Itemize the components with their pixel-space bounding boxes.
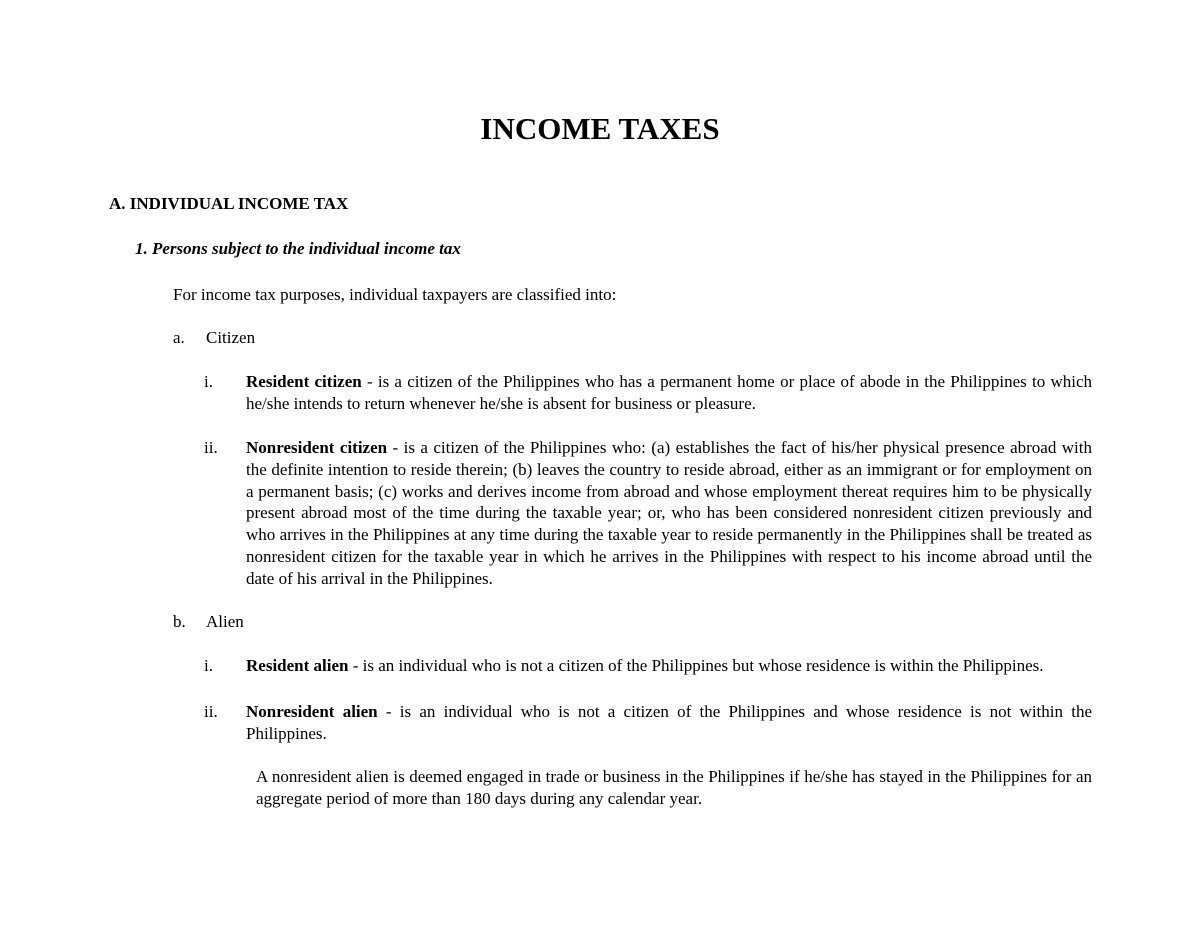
- list-item-resident-alien: [246, 655, 1092, 677]
- term-resident-citizen: Resident citizen: [246, 372, 362, 391]
- definition-text: - is a citizen of the Philippines who: (a) establishes the fact of his/her physical presence abroad with the definite intention to reside therein; (b) leaves the country to reside abroad, either as an immigrant or for employment on a permanent basis; (c) works and derives income from abroad and whose employment thereat requires him to be physically present abroad most of the time during the taxable year; or, who has been considered nonresident citizen previously and who arrives in the Philippines at any time during the taxable year to reside permanently in the Philippines shall be treated as nonresident citizen for the taxable year in which he arrives in the Philippines with respect to his income abroad until the date of his arrival in the Philippines.: [246, 438, 1092, 588]
- category-label-citizen: Citizen: [206, 328, 256, 347]
- category-label-alien: Alien: [206, 612, 244, 631]
- definition-text: - is an individual who is not a citizen of the Philippines and whose residence is not within the Philippines.: [246, 702, 1092, 743]
- section-heading: A. INDIVIDUAL INCOME TAX: [109, 194, 349, 213]
- term-nonresident-alien: Nonresident alien: [246, 702, 378, 721]
- category-marker: a.: [173, 328, 185, 347]
- intro-paragraph: For income tax purposes, individual taxpayers are classified into:: [173, 285, 617, 304]
- list-item-nonresident-alien: [246, 701, 1092, 745]
- list-item-resident-citizen: [246, 371, 1092, 415]
- category-marker: b.: [173, 612, 186, 631]
- item-marker: ii.: [204, 702, 218, 721]
- subsection-heading: 1. Persons subject to the individual income tax: [135, 239, 461, 258]
- definition-text: - is an individual who is not a citizen of the Philippines but whose residence is within the Philippines.: [348, 656, 1044, 675]
- term-resident-alien: Resident alien: [246, 656, 349, 675]
- note-paragraph: A nonresident alien is deemed engaged in trade or business in the Philippines if he/she has stayed in the Philippines for an aggregate period of more than 180 days during any calendar year.: [256, 767, 1092, 808]
- item-marker: ii.: [204, 438, 218, 457]
- term-nonresident-citizen: Nonresident citizen: [246, 438, 388, 457]
- item-marker: i.: [204, 372, 213, 391]
- item-marker: i.: [204, 656, 213, 675]
- list-item-nonresident-citizen: [246, 437, 1092, 590]
- definition-text: - is a citizen of the Philippines who has a permanent home or place of abode in the Philippines to which he/she intends to return whenever he/she is absent for business or pleasure.: [246, 372, 1092, 413]
- document-title: INCOME TAXES: [480, 111, 720, 146]
